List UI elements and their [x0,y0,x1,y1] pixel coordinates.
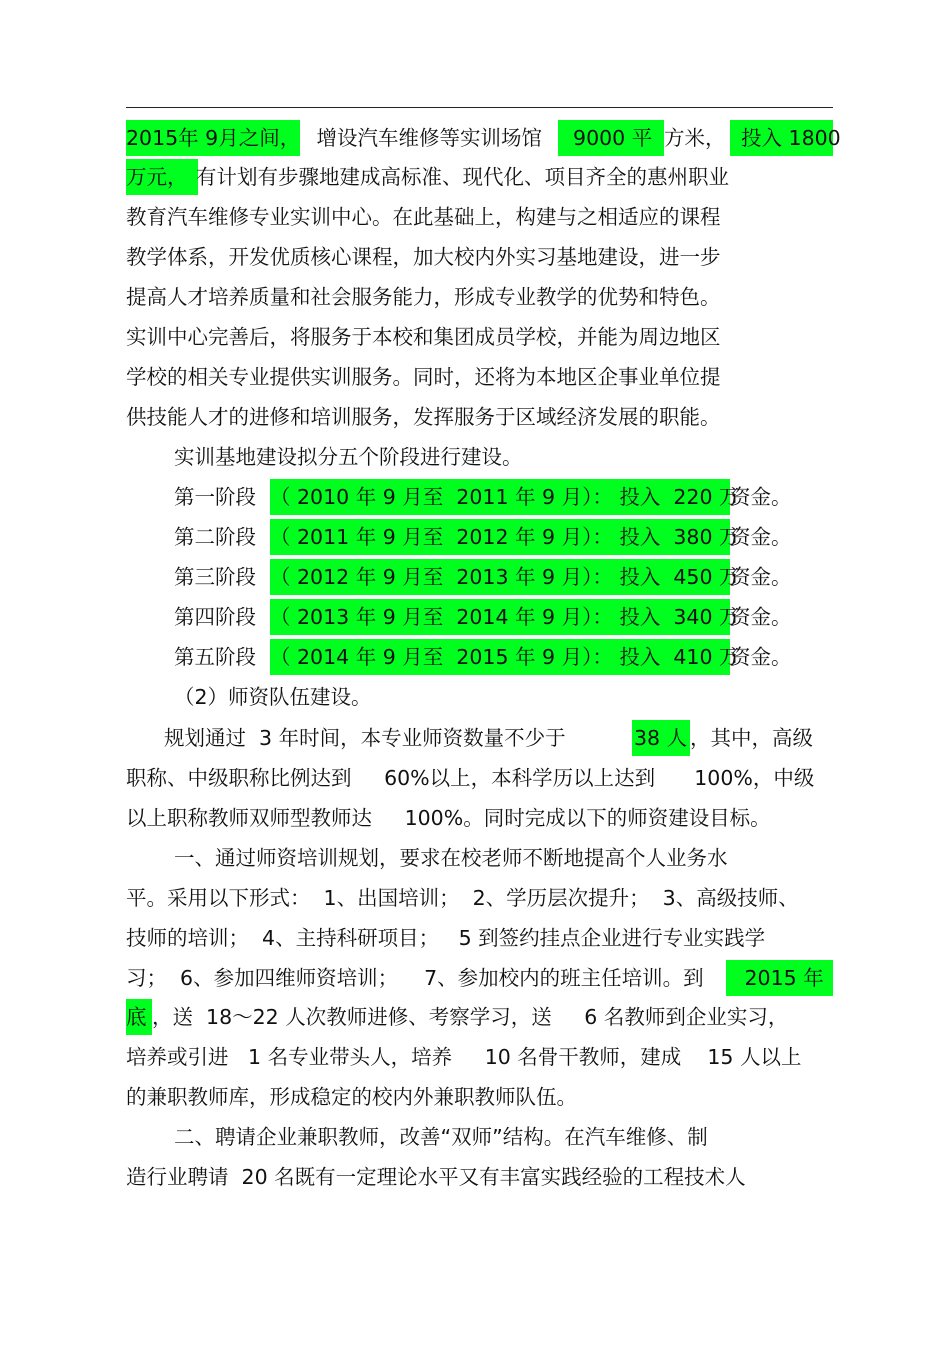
text-line: 的兼职教师库，形成稳定的校内外兼职教师队伍。 [126,1085,577,1109]
text-line: 万元， [126,165,188,189]
text-line: 提高人才培养质量和社会服务能力，形成专业教学的优势和特色。 [126,285,721,309]
header-rule [126,107,833,108]
section-heading: （2）师资队伍建设。 [174,685,372,709]
text-line: 平。采用以下形式： 1、出国培训； 2、学历层次提升； 3、高级技师、 [126,886,799,910]
stage-suffix: 资金。 [730,485,792,509]
text-line: 供技能人才的进修和培训服务，发挥服务于区域经济发展的职能。 [126,405,721,429]
stage-suffix: 资金。 [730,605,792,629]
text-line: 9000 平 [560,126,653,150]
text-line: ，其中，高级 [690,726,813,750]
text-line: 职称、中级职称比例达到 60%以上，本科学历以上达到 100%，中级 [126,766,815,790]
stage-label: 第三阶段 [174,565,256,589]
stage-suffix: 资金。 [730,565,792,589]
text-line: 投入 1800 [728,126,841,150]
text-line: 培养或引进 1 名专业带头人，培养 10 名骨干教师，建成 15 人以上 [126,1045,802,1069]
stage-detail: （ 2011 年 9 月至 2012 年 9 月）： 投入 380 万 [270,525,740,549]
text-line: 38 人 [634,726,688,750]
stage-label: 第五阶段 [174,645,256,669]
text-line: 方米， [664,126,726,150]
stage-label: 第一阶段 [174,485,256,509]
text-line: 教学体系，开发优质核心课程，加大校内外实习基地建设，进一步 [126,245,721,269]
stage-detail: （ 2013 年 9 月至 2014 年 9 月）： 投入 340 万 [270,605,740,629]
text-line: 以上职称教师双师型教师达 100%。同时完成以下的师资建设目标。 [126,806,771,830]
text-line: 技师的培训； 4、主持科研项目； 5 到签约挂点企业进行专业实践学 [126,926,766,950]
text-line: 有计划有步骤地建成高标准、现代化、项目齐全的惠州职业 [196,165,729,189]
text-line: ，送 18～22 人次教师进修、考察学习，送 6 名教师到企业实习， [152,1005,789,1029]
text-line: 二、聘请企业兼职教师，改善“双师”结构。在汽车维修、制 [174,1125,708,1149]
text-line: 规划通过 3 年时间，本专业师资数量不少于 [164,726,566,750]
text-line: 一、通过师资培训规划，要求在校老师不断地提高个人业务水 [174,846,728,870]
stage-label: 第二阶段 [174,525,256,549]
stage-detail: （ 2012 年 9 月至 2013 年 9 月）： 投入 450 万 [270,565,740,589]
text-line: 习； 6、参加四维师资培训； 7、参加校内的班主任培训。到 [126,966,704,990]
text-line: 造行业聘请 20 名既有一定理论水平又有丰富实践经验的工程技术人 [126,1165,746,1189]
text-line: 2015年 9月之间， [126,126,301,150]
text-line: 2015 年 [738,966,824,990]
stage-suffix: 资金。 [730,525,792,549]
stage-detail: （ 2010 年 9 月至 2011 年 9 月）： 投入 220 万 [270,485,740,509]
text-line: 增设汽车维修等实训场馆 [310,126,543,150]
text-line: 实训基地建设拟分五个阶段进行建设。 [174,445,523,469]
text-line: 底 [126,1005,147,1029]
stage-label: 第四阶段 [174,605,256,629]
text-line: 实训中心完善后，将服务于本校和集团成员学校，并能为周边地区 [126,325,721,349]
stage-detail: （ 2014 年 9 月至 2015 年 9 月）： 投入 410 万 [270,645,740,669]
text-line: 学校的相关专业提供实训服务。同时，还将为本地区企事业单位提 [126,365,721,389]
stage-suffix: 资金。 [730,645,792,669]
text-line: 教育汽车维修专业实训中心。在此基础上，构建与之相适应的课程 [126,205,721,229]
